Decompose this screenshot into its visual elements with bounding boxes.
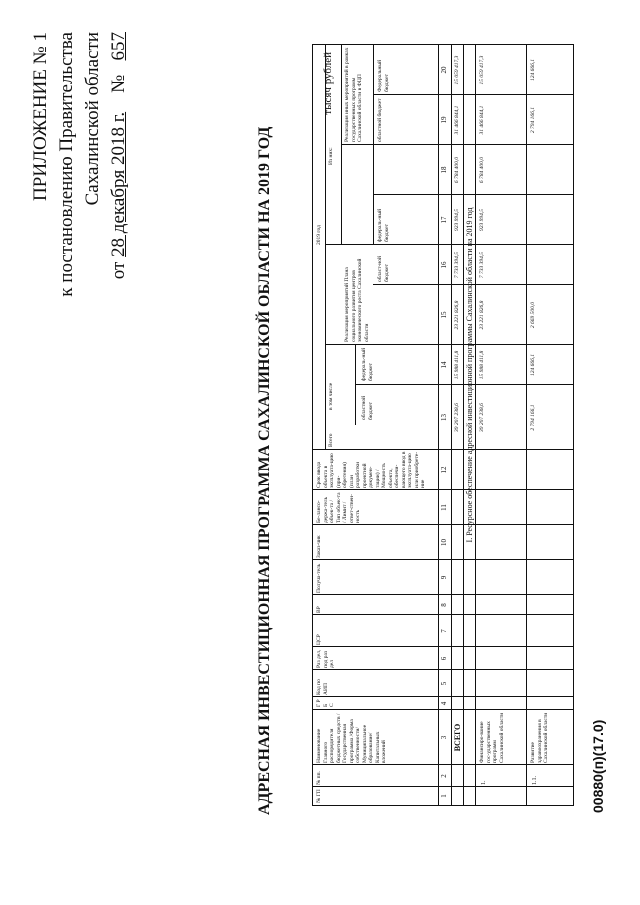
header-year: 2019 год	[316, 225, 322, 245]
appendix-line2: к постановлению Правительства	[56, 32, 77, 297]
appendix-block	[28, 32, 132, 297]
colnum: 15	[440, 311, 448, 319]
row-value: 7 733 394,5	[479, 251, 485, 279]
header-sub2: Реализация иных мероприятий в рамках государственных программ Сахалинской области в ФЦП	[344, 47, 363, 142]
header-fed3: Федеральный бюджет	[377, 59, 390, 92]
colnum: 16	[440, 261, 448, 269]
header-obl3: областной бюджет	[377, 98, 383, 142]
appendix-date-line: от 28 декабря 2018 г. № 657	[108, 32, 129, 280]
total-value: 15 988 411,8	[454, 350, 460, 380]
header-fed2: федераль-ный бюджет	[377, 208, 390, 242]
header-c4: Г Р Б С	[316, 699, 335, 707]
header-sub1: Реализация мероприятий Плана социального развития центров экономического роста Сахалинской области	[344, 258, 370, 342]
header-fed: федераль-ный бюджет	[361, 347, 374, 381]
row-name: Развитие здравоохранения в Сахалинской области	[530, 712, 549, 763]
row1-bottom-line	[526, 45, 527, 805]
header-vsego: Всего	[328, 433, 334, 447]
section-label: I. Ресурсное обеспечение адресной инвестиционной программы Сахалинской области на 2019 год	[465, 207, 474, 543]
header-c12: Срок ввода объекта в эксплуата-цию (при-обретения) (план разработки проектной докумен-тации) / Мощность объекта, обеспечи-вающего ввод в эксплуата-цию или приобрете-ние	[316, 451, 426, 488]
header-c6: Раз дел, под раз дел	[316, 649, 335, 668]
header-obl: областной бюджет	[361, 395, 374, 420]
colnum-bottom-line	[451, 45, 452, 805]
colnum: 9	[440, 575, 448, 580]
appendix-title: ПРИЛОЖЕНИЕ № 1	[30, 32, 51, 201]
colnum: 6	[440, 656, 448, 661]
sub-line	[373, 45, 374, 245]
total-bottom-line	[463, 45, 464, 805]
colnum: 2	[440, 774, 448, 778]
row-value: 23 221 826,8	[479, 300, 485, 330]
colnum: 1	[440, 794, 448, 798]
row-value: 6 784 400,0	[479, 156, 485, 184]
program-table	[312, 44, 574, 806]
colnum: 11	[440, 504, 448, 511]
header-c10: Заказ-чик	[316, 535, 322, 558]
colnum: 17	[440, 216, 448, 224]
row-value: 124 666,1	[530, 354, 536, 376]
appendix-line3: Сахалинской области	[82, 32, 103, 206]
section-bottom-line	[475, 45, 476, 805]
header-c2: № пп.	[316, 771, 322, 785]
row-value: 39 207 238,6	[479, 403, 485, 432]
year-line	[325, 45, 326, 450]
colnum: 14	[440, 361, 448, 369]
row-value: 31 466 844,1	[479, 105, 485, 135]
col-line	[325, 244, 573, 245]
header-c7: ЦСР	[316, 634, 322, 645]
row-value: 15 059 417,3	[479, 55, 485, 85]
header-c5: Код по АИП	[316, 679, 329, 695]
row-value: 2 669 500,0	[530, 301, 536, 329]
row-number: 1.1.	[532, 776, 538, 785]
header-obl2: област-ной бюджет	[377, 256, 390, 282]
colnum: 7	[440, 629, 448, 633]
total-value: 39 207 238,6	[454, 403, 460, 432]
header-c9: Получа-тель	[316, 563, 322, 593]
total-value: 923 994,5	[454, 209, 460, 231]
header-c11: Бе-лансо-держа-тель объек-та / Тип объек-та / Лимит / ответ-ствен-ность	[316, 492, 361, 523]
row-value: 124 666,1	[530, 59, 536, 81]
header-bottom-line	[438, 45, 439, 805]
col-line	[355, 384, 573, 385]
total-value: 7 733 394,5	[454, 251, 460, 279]
header-c3: Наименование Главного распорядителя бюджетных средств / Государственная программа /Форма собственности/ Муниципальное образование/ Капитальных вложений	[316, 713, 387, 763]
row-value: 923 994,5	[479, 209, 485, 231]
vtom-line	[355, 345, 356, 425]
colnum: 8	[440, 603, 448, 607]
colnum: 19	[440, 116, 448, 124]
header-c1: № ГП	[316, 789, 322, 803]
row-number: 1.	[481, 780, 487, 785]
units-label: тысяч рублей	[322, 52, 334, 115]
header-vtom: в том числе	[328, 382, 334, 410]
total-value: 6 784 400,0	[454, 156, 460, 184]
colnum: 4	[440, 701, 448, 706]
row-value: 2 794 166,1	[530, 106, 536, 134]
colnum: 18	[440, 166, 448, 174]
header-c8: ВР	[316, 606, 322, 613]
colnum: 10	[440, 539, 448, 546]
colnum: 5	[440, 681, 448, 686]
footer-code: 00880(п)(17.0)	[590, 719, 606, 813]
colnum: 20	[440, 66, 448, 74]
row-value: 2 794 166,1	[530, 404, 536, 431]
colnum: 13	[440, 414, 448, 421]
total-value: 31 466 844,1	[454, 105, 460, 135]
total-value: 15 059 417,3	[454, 55, 460, 85]
colnum: 3	[440, 735, 448, 740]
header-iznih: Из них:	[328, 147, 334, 165]
row-name: Финансиро-вание гос-ударственных программ Сахалинской области	[479, 712, 505, 763]
iznih-line	[341, 45, 342, 245]
colnum: 12	[440, 466, 448, 474]
row-value: 15 988 411,8	[479, 350, 485, 380]
appendix-number: 657	[108, 32, 129, 61]
total-value: 23 221 826,8	[454, 300, 460, 330]
total-label: ВСЕГО	[453, 723, 462, 752]
appendix-date: 28 декабря 2018 г.	[108, 111, 129, 257]
page-title: АДРЕСНАЯ ИНВЕСТИЦИОННАЯ ПРОГРАММА САХАЛИНСКОЙ ОБЛАСТИ НА 2019 ГОД	[256, 126, 273, 815]
